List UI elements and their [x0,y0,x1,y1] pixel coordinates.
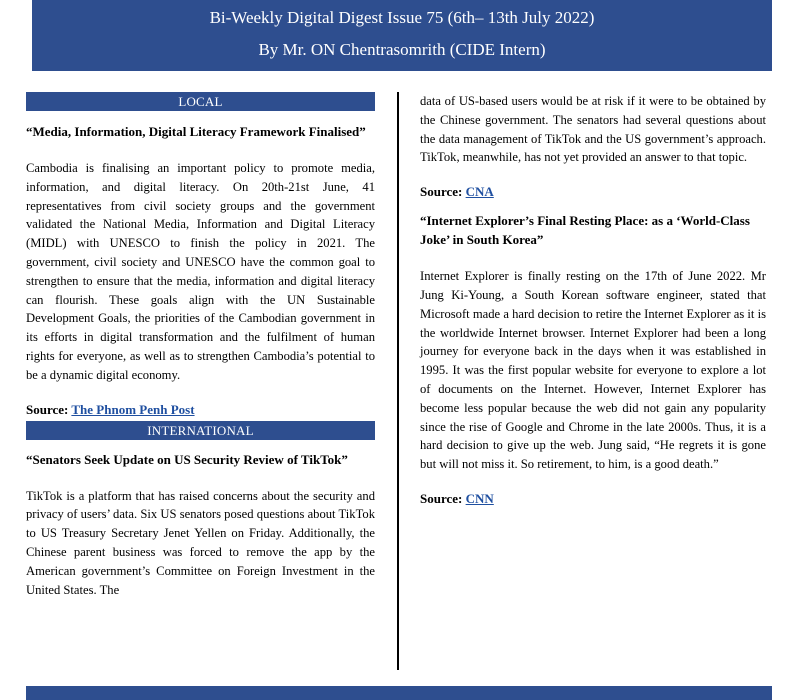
source-label: Source: [420,184,466,200]
footer-bar [26,686,772,700]
digest-author: By Mr. ON Chentrasomrith (CIDE Intern) [258,40,546,59]
source-label: Source: [26,401,72,417]
digest-header [32,0,772,71]
tiktok-article-headline: “Senators Seek Update on US Security Review of TikTok” [26,451,348,467]
local-article-body: Cambodia is finalising an important policy to promote media, information, and digital literacy. On 20th-21st June, 41 representatives from civil society groups and the government validated the National Media, Information and Digital Literacy (MIDL) with UNESCO to finish the policy in 2021. The government, civil society and UNESCO have the common goal to strengthen to ensure that the media, information and digital literacy can flourish. These goals align with the UN Sustainable Development Goals, the priorities of the Cambodian government in its efforts in digital transformation and the fulfilment of human rights for everyone, as well as to strengthen Cambodia’s potential to be a dynamic digital economy. [26,161,375,382]
digest-title: Bi-Weekly Digital Digest Issue 75 (6th– 13th July 2022) [209,8,595,27]
tiktok-article-body-continued: data of US-based users would be at risk if it were to be obtained by the Chinese government. The senators had several questions about the data management of TikTok and the US government’s approach. TikTok, meanwhile, has not yet provided an answer to that topic. [420,94,766,165]
tiktok-article-body: TikTok is a platform that has raised concerns about the security and privacy of users’ data. Six US senators posed questions about TikTok to US Treasury Secretary Jenet Yellen on Friday. Additionally, the Chinese parent business was forced to remove the app by the American government’s Committee on Foreign Investment in the United States. The [26,488,375,597]
column-divider [397,92,399,670]
left-column [26,92,375,599]
source-label: Source: [420,490,466,506]
ie-article-headline: “Internet Explorer’s Final Resting Place: as a ‘World-Class Joke’ in South Korea” [420,213,750,248]
local-source [26,402,375,418]
ie-source [420,491,766,507]
local-section-banner: LOCAL [26,92,375,111]
international-section-banner: INTERNATIONAL [26,421,375,440]
right-column [420,92,766,507]
tiktok-source [420,184,766,200]
ie-article-body: Internet Explorer is finally resting on the 17th of June 2022. Mr Jung Ki-Young, a South Korean software engineer, stated that Microsoft made a hard decision to retire the Internet Explorer as it is the worldwide Internet browser. Internet Explorer had been a long journey for everyone back in the days when it was established in 1995. It was the first popular website for everyone to explore a lot of documents on the Internet. However, Internet Explorer has become less popular because the web did not gain any popularity since the rise of Google and Chrome in the late 2000s. Thus, it is a hard decision to give up the web. Jung said, “He regrets it is gone but will not miss it. So retirement, to him, is a good death.” [420,269,766,472]
source-link-phnom-penh-post[interactable]: The Phnom Penh Post [71,401,195,417]
source-link-cna[interactable]: CNA [465,184,494,200]
local-article-headline: “Media, Information, Digital Literacy Framework Finalised” [26,124,366,139]
source-link-cnn[interactable]: CNN [465,490,494,506]
